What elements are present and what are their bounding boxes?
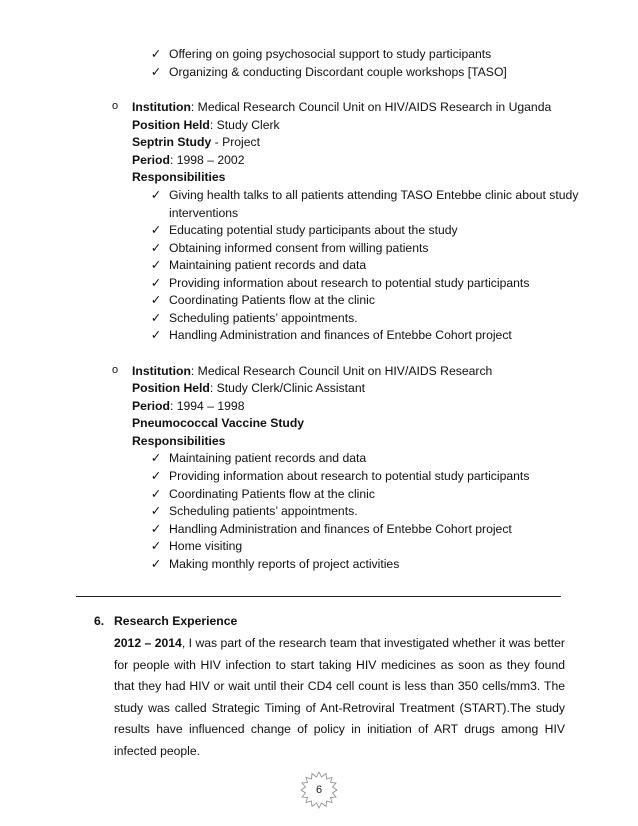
checkmark-icon: ✓ [150, 311, 162, 325]
checkmark-icon: ✓ [150, 65, 162, 79]
checkmark-icon: ✓ [150, 487, 162, 501]
checkmark-icon: ✓ [150, 504, 162, 518]
responsibility-item: Maintaining patient records and data [169, 258, 367, 272]
checkmark-icon: ✓ [150, 293, 162, 307]
page-number: 6 [315, 784, 323, 796]
section-title: Research Experience [114, 614, 238, 628]
responsibility-item: Home visiting [169, 539, 243, 553]
responsibility-item: Giving health talks to all patients attending TASO Entebbe clinic about study [169, 188, 579, 202]
research-experience-paragraph [114, 633, 565, 763]
research-text: , I was part of the research team that investigated whether it was better for people with HIV infection to start taking HIV medicines as soon as they found that they had HIV or wait until their CD4 cell count is less than 350 cells/mm3. The study was called Strategic Timing of Ant-Retroviral Treatment (START).The study results have influenced change of policy in initiation of ART drugs among HIV infected people. [114, 636, 565, 758]
entry2-institution: Institution: Medical Research Council Unit on HIV/AIDS Research [132, 364, 493, 378]
bullet-text: Organizing & conducting Discordant couple workshops [TASO] [169, 65, 507, 79]
entry2-position: Position Held: Study Clerk/Clinic Assistant [132, 381, 365, 395]
checkmark-icon: ✓ [150, 557, 162, 571]
bullet-text: Offering on going psychosocial support to study participants [169, 47, 492, 61]
responsibility-item: Handling Administration and finances of Entebbe Cohort project [169, 328, 512, 342]
responsibility-item: Scheduling patients’ appointments. [169, 311, 358, 325]
responsibility-item: Providing information about research to potential study participants [169, 469, 530, 483]
section-number: 6. [94, 614, 105, 628]
entry1-responsibilities-heading: Responsibilities [132, 170, 226, 184]
research-years: 2012 – 2014 [114, 636, 182, 650]
entry1-position: Position Held: Study Clerk [132, 118, 280, 132]
responsibility-item: Coordinating Patients flow at the clinic [169, 487, 375, 501]
entry1-study: Septrin Study - Project [132, 135, 260, 149]
responsibility-item: Scheduling patients’ appointments. [169, 504, 358, 518]
checkmark-icon: ✓ [150, 539, 162, 553]
responsibility-item: Educating potential study participants about the study [169, 223, 458, 237]
checkmark-icon: ✓ [150, 188, 162, 202]
section-divider [76, 596, 561, 597]
responsibility-item: Obtaining informed consent from willing patients [169, 241, 429, 255]
responsibility-item-continued: interventions [169, 206, 239, 220]
responsibility-item: Handling Administration and finances of Entebbe Cohort project [169, 522, 512, 536]
entry2-period: Period: 1994 – 1998 [132, 399, 245, 413]
entry2-responsibilities-heading: Responsibilities [132, 434, 226, 448]
checkmark-icon: ✓ [150, 522, 162, 536]
entry1-institution: Institution: Medical Research Council Unit on HIV/AIDS Research in Uganda [132, 100, 552, 114]
page-number-badge [294, 770, 344, 810]
checkmark-icon: ✓ [150, 276, 162, 290]
entry1-period: Period: 1998 – 2002 [132, 153, 245, 167]
checkmark-icon: ✓ [150, 258, 162, 272]
responsibility-item: Providing information about research to potential study participants [169, 276, 530, 290]
circle-bullet-icon: o [112, 364, 119, 376]
checkmark-icon: ✓ [150, 47, 162, 61]
checkmark-icon: ✓ [150, 451, 162, 465]
responsibility-item: Making monthly reports of project activities [169, 557, 400, 571]
responsibility-item: Coordinating Patients flow at the clinic [169, 293, 375, 307]
entry2-study: Pneumococcal Vaccine Study [132, 416, 305, 430]
circle-bullet-icon: o [112, 100, 119, 112]
checkmark-icon: ✓ [150, 241, 162, 255]
checkmark-icon: ✓ [150, 328, 162, 342]
checkmark-icon: ✓ [150, 469, 162, 483]
responsibility-item: Maintaining patient records and data [169, 451, 367, 465]
checkmark-icon: ✓ [150, 223, 162, 237]
